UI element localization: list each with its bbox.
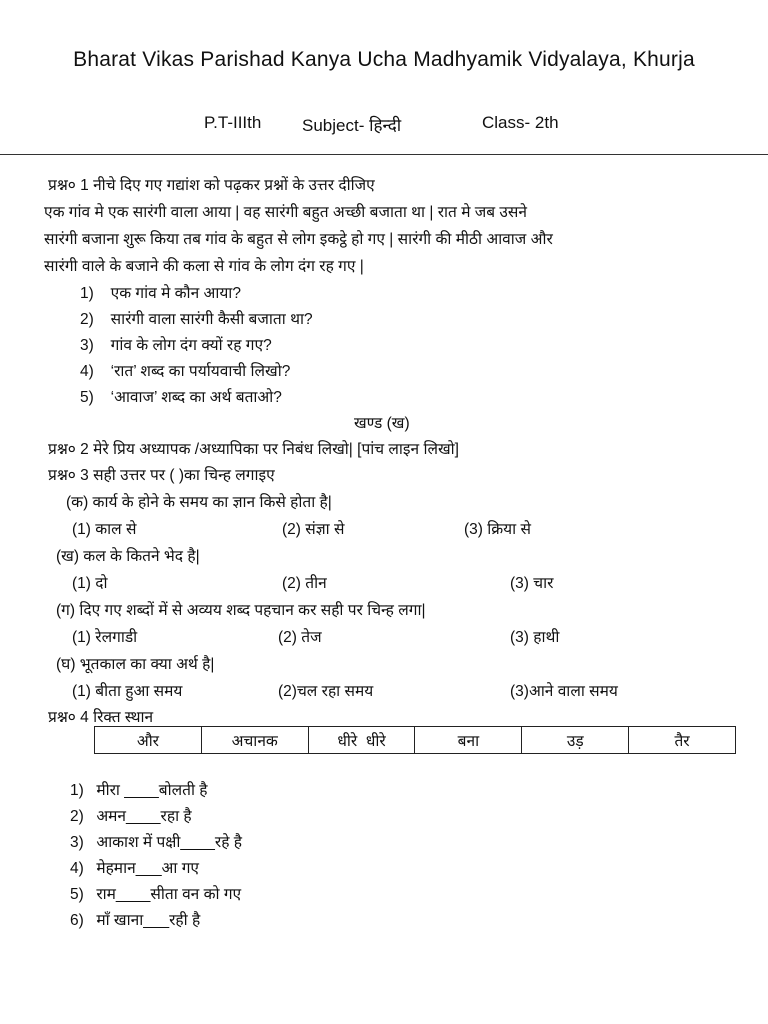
blank-number: 4) (70, 860, 84, 877)
test-name: P.T-IIIth (204, 113, 262, 132)
q4-blank-4 (70, 856, 199, 878)
question-number: 4) (80, 363, 94, 380)
q3-item-ga-option-3: (3) हाथी (510, 629, 560, 646)
word-bank-cell: उड़ (522, 727, 629, 754)
word-bank-cell: बना (415, 727, 522, 754)
q3-item-k-option-2: (2) संज्ञा से (282, 521, 345, 538)
blank-number: 1) (70, 782, 84, 799)
blank-text: मीरा ____बोलती है (96, 782, 208, 799)
q1-question-3 (80, 333, 272, 355)
q3-heading: प्रश्न० 3 सही उत्तर पर ( )का चिन्ह लगाइए (48, 467, 275, 484)
question-number: 5) (80, 389, 94, 406)
q3-item-ga-option-1: (1) रेलगाडी (72, 629, 138, 646)
q1-passage-line-2: सारंगी बजाना शुरू किया तब गांव के बहुत से लोग इकट्ठे हो गए | सारंगी की मीठी आवाज और (44, 231, 553, 248)
blank-text: राम____सीता वन को गए (96, 886, 242, 903)
question-text: ‘रात’ शब्द का पर्यायवाची लिखो? (110, 363, 291, 380)
question-number: 2) (80, 311, 94, 328)
q1-passage-line-3: सारंगी वाले के बजाने की कला से गांव के लोग दंग रह गए | (44, 258, 364, 275)
blank-text: माँ खाना___रही है (96, 912, 201, 929)
word-bank-cell: अचानक (201, 727, 308, 754)
header-divider (0, 154, 768, 155)
q1-question-1 (80, 281, 241, 303)
class-label: Class- 2th (482, 113, 559, 132)
q3-item-gha-option-1: (1) बीता हुआ समय (72, 683, 183, 700)
q3-item-ga: (ग) दिए गए शब्दों में से अव्यय शब्द पहचान कर सही पर चिन्ह लगा| (56, 602, 426, 619)
q3-item-kh-option-3: (3) चार (510, 575, 554, 592)
question-number: 1) (80, 285, 94, 302)
q3-item-ga-option-2: (2) तेज (278, 629, 322, 646)
q3-item-k: (क) कार्य के होने के समय का ज्ञान किसे होता है| (66, 494, 332, 511)
q3-item-kh-option-1: (1) दो (72, 575, 108, 592)
q3-item-gha: (घ) भूतकाल का क्या अर्थ है| (56, 656, 215, 673)
word-bank-table (94, 726, 736, 754)
q4-blank-5 (70, 882, 241, 904)
q3-item-kh: (ख) कल के कितने भेद है| (56, 548, 200, 565)
school-title: Bharat Vikas Parishad Kanya Ucha Madhyamik Vidyalaya, Khurja (73, 48, 695, 71)
q1-question-2 (80, 307, 313, 329)
question-text: एक गांव मे कौन आया? (110, 285, 241, 302)
blank-number: 5) (70, 886, 84, 903)
q4-blank-3 (70, 830, 242, 852)
q3-item-gha-option-3: (3)आने वाला समय (510, 683, 618, 700)
section-heading: खण्ड (ख) (354, 415, 410, 432)
blank-text: अमन____रहा है (96, 808, 192, 825)
question-number: 3) (80, 337, 94, 354)
q3-item-kh-option-2: (2) तीन (282, 575, 327, 592)
word-bank-cell: धीरे धीरे (308, 727, 415, 754)
q3-item-k-option-3: (3) क्रिया से (464, 521, 531, 538)
q1-question-4 (80, 359, 290, 381)
q3-item-gha-option-2: (2)चल रहा समय (278, 683, 374, 700)
q1-question-5 (80, 385, 282, 407)
word-bank-cell: और (95, 727, 202, 754)
subject-label: Subject- हिन्दी (302, 116, 402, 135)
question-text: गांव के लोग दंग क्यों रह गए? (110, 337, 272, 354)
blank-text: मेहमान___आ गए (96, 860, 200, 877)
q3-item-k-option-1: (1) काल से (72, 521, 137, 538)
word-bank-row (95, 727, 736, 754)
question-text: सारंगी वाला सारंगी कैसी बजाता था? (110, 311, 313, 328)
word-bank-cell: तैर (629, 727, 736, 754)
q1-passage-line-1: एक गांव मे एक सारंगी वाला आया | वह सारंगी बहुत अच्छी बजाता था | रात मे जब उसने (44, 204, 528, 221)
q4-blank-1 (70, 778, 208, 800)
q4-blank-2 (70, 804, 192, 826)
blank-number: 3) (70, 834, 84, 851)
blank-number: 2) (70, 808, 84, 825)
q4-blank-6 (70, 908, 200, 930)
q4-heading: प्रश्न० 4 रिक्त स्थान (48, 709, 154, 726)
blank-number: 6) (70, 912, 84, 929)
q2-text: प्रश्न० 2 मेरे प्रिय अध्यापक /अध्यापिका पर निबंध लिखो| [पांच लाइन लिखो] (48, 441, 459, 458)
question-text: ‘आवाज’ शब्द का अर्थ बताओ? (110, 389, 282, 406)
blank-text: आकाश में पक्षी____रहे है (96, 834, 243, 851)
q1-heading: प्रश्न० 1 नीचे दिए गए गद्यांश को पढ़कर प्रश्नों के उत्तर दीजिए (48, 177, 375, 194)
